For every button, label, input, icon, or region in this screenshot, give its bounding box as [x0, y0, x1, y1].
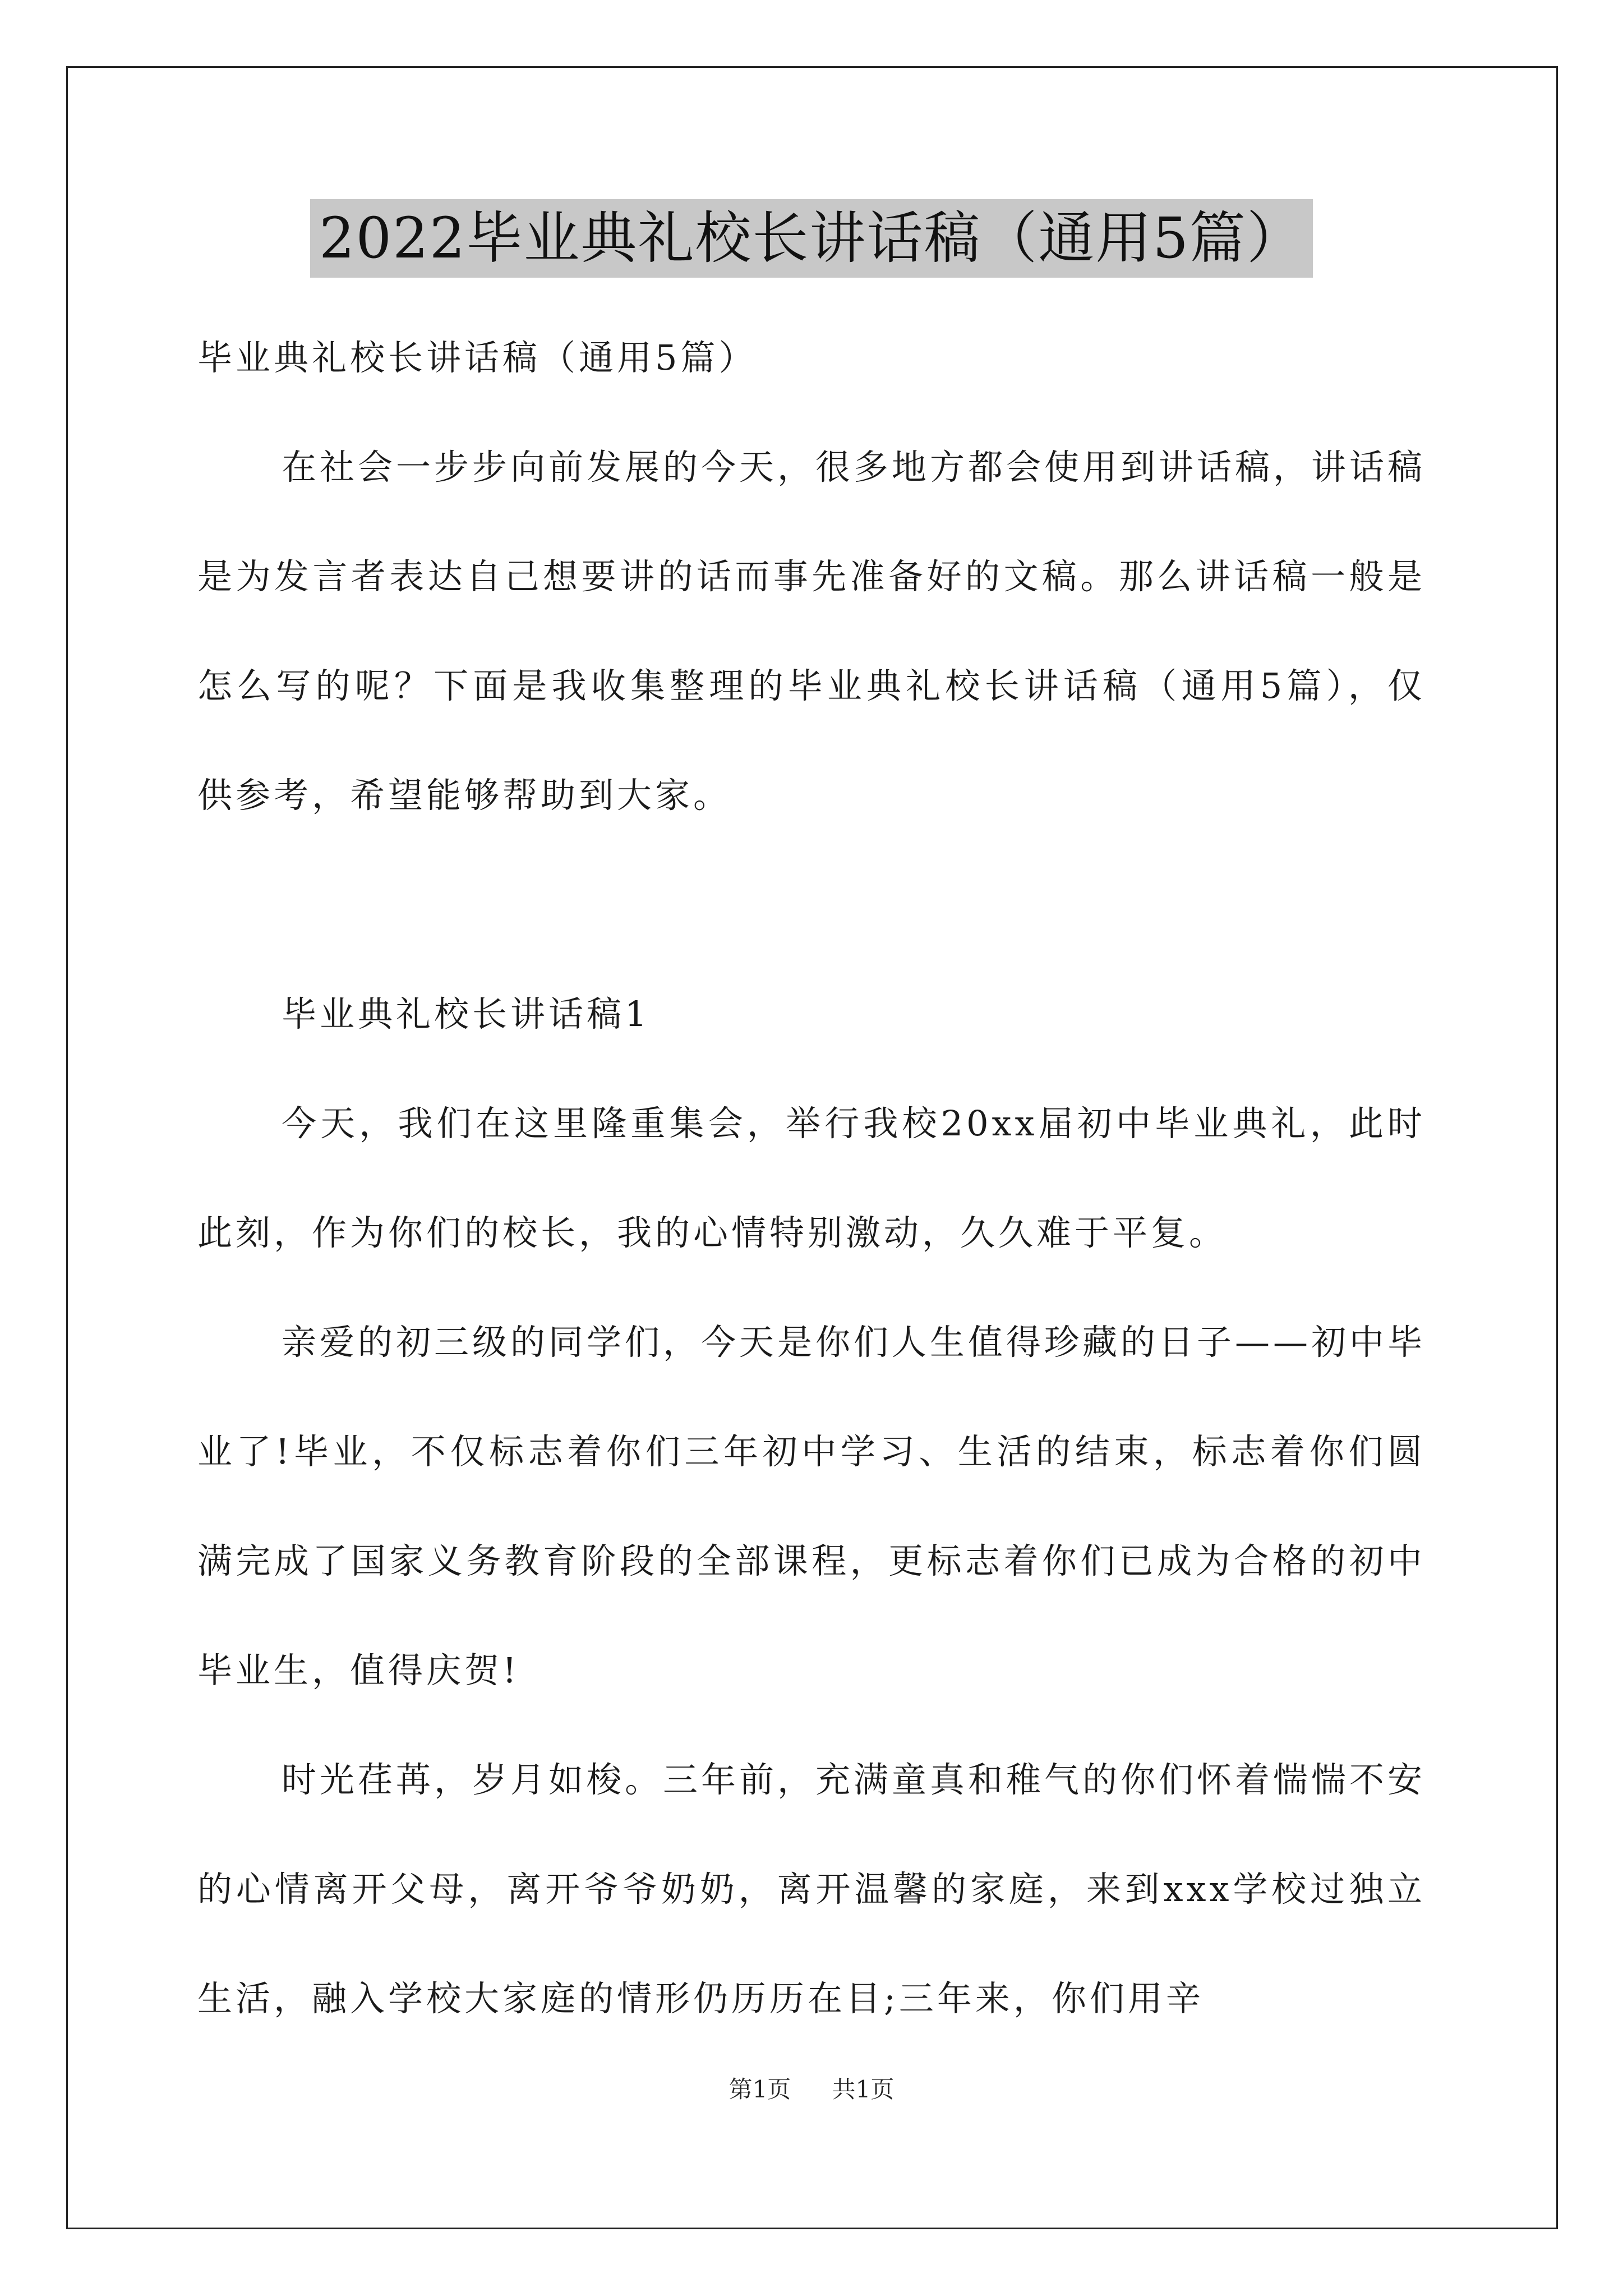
document-subtitle: 毕业典礼校长讲话稿（通用5篇） — [197, 337, 757, 378]
body-paragraph: 亲爱的初三级的同学们，今天是你们人生值得珍藏的日子——初中毕业了!毕业，不仅标志着你们三年初中学习、生活的结束，标志着你们圆满完成了国家义务教育阶段的全部课程，更标志着你们已成为合格的初中毕业生，值得庆贺! — [197, 1322, 1426, 1691]
document-body — [197, 303, 1426, 2053]
body-paragraph: 时光荏苒，岁月如梭。三年前，充满童真和稚气的你们怀着惴惴不安的心情离开父母，离开爷爷奶奶，离开温馨的家庭，来到xxx学校过独立生活，融入学校大家庭的情形仍历历在目;三年来，你们用辛 — [197, 1759, 1426, 2019]
document-title: 2022毕业典礼校长讲话稿（通用5篇） — [310, 199, 1313, 278]
intro-paragraph: 在社会一步步向前发展的今天，很多地方都会使用到讲话稿，讲话稿是为发言者表达自己想要讲的话而事先准备好的文稿。那么讲话稿一般是怎么写的呢？下面是我收集整理的毕业典礼校长讲话稿（通用5篇），仅供参考，希望能够帮助到大家。 — [197, 447, 1426, 816]
body-paragraph: 今天，我们在这里隆重集会，举行我校20xx届初中毕业典礼，此时此刻，作为你们的校长，我的心情特别激动，久久难于平复。 — [197, 1103, 1426, 1253]
page-footer — [0, 2073, 1623, 2106]
page-number: 第1页 — [728, 2076, 791, 2103]
section-heading: 毕业典礼校长讲话稿1 — [282, 993, 651, 1034]
page-total: 共1页 — [832, 2076, 895, 2103]
title-container — [0, 199, 1623, 278]
